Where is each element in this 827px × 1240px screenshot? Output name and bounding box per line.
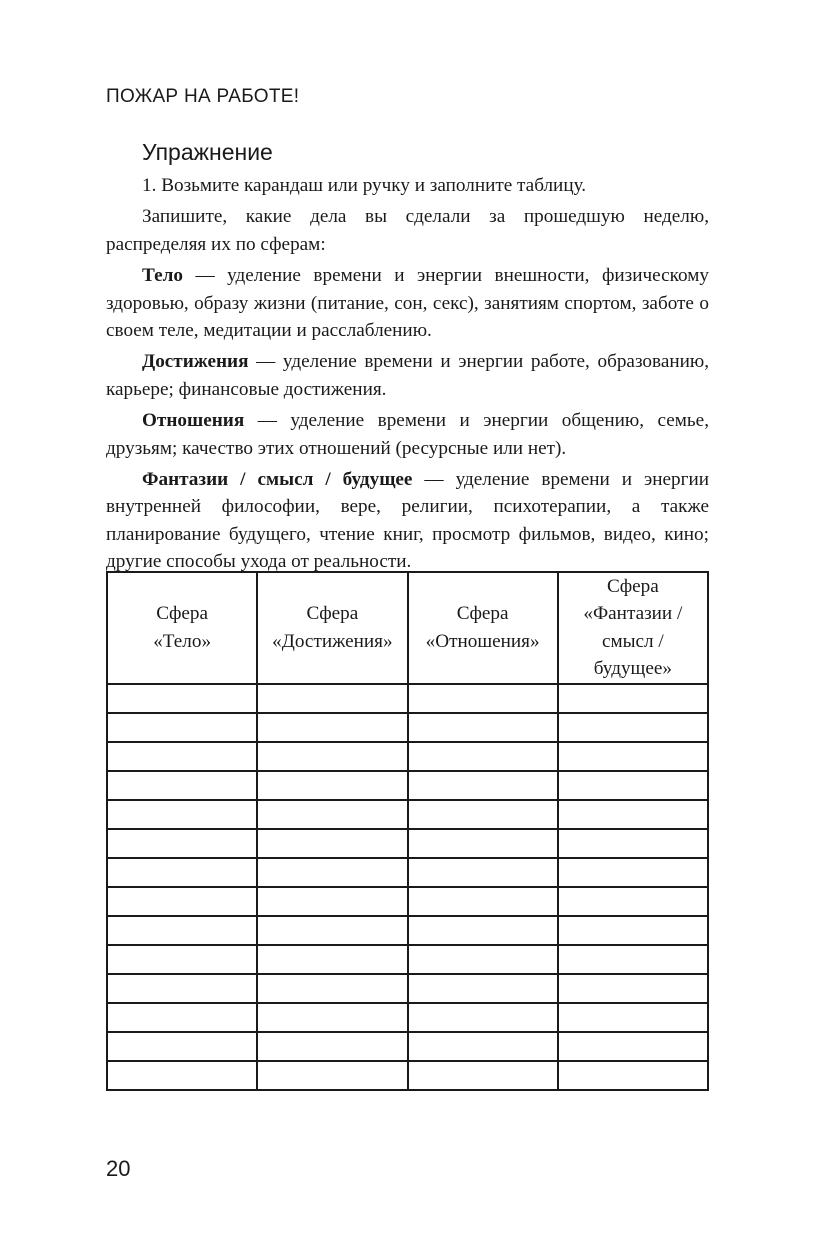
sphere-term: Достижения bbox=[142, 351, 249, 373]
table-cell[interactable] bbox=[107, 713, 257, 742]
table-row bbox=[107, 858, 708, 887]
table-cell[interactable] bbox=[107, 887, 257, 916]
table-cell[interactable] bbox=[107, 945, 257, 974]
table-cell[interactable] bbox=[107, 1032, 257, 1061]
table-cell[interactable] bbox=[107, 1003, 257, 1032]
table-row bbox=[107, 713, 708, 742]
table-cell[interactable] bbox=[558, 916, 708, 945]
sphere-achievements-definition bbox=[106, 348, 709, 403]
table-row bbox=[107, 742, 708, 771]
table-cell[interactable] bbox=[257, 684, 407, 713]
table-cell[interactable] bbox=[257, 1032, 407, 1061]
table-cell[interactable] bbox=[107, 829, 257, 858]
table-cell[interactable] bbox=[107, 800, 257, 829]
table-row bbox=[107, 945, 708, 974]
table-cell[interactable] bbox=[408, 713, 558, 742]
table-cell[interactable] bbox=[558, 858, 708, 887]
sphere-term: Тело bbox=[142, 265, 183, 287]
table-cell[interactable] bbox=[408, 771, 558, 800]
column-header-body: Сфера «Тело» bbox=[107, 572, 257, 684]
table-cell[interactable] bbox=[408, 858, 558, 887]
table-cell[interactable] bbox=[558, 945, 708, 974]
table-cell[interactable] bbox=[107, 916, 257, 945]
table-cell[interactable] bbox=[558, 742, 708, 771]
sphere-body-definition bbox=[106, 262, 709, 344]
column-header-fantasies: Сфера «Фантазии / смысл / будущее» bbox=[558, 572, 708, 684]
table-cell[interactable] bbox=[257, 887, 407, 916]
sphere-relationships-definition bbox=[106, 407, 709, 462]
column-header-achievements: Сфера «Достижения» bbox=[257, 572, 407, 684]
table-cell[interactable] bbox=[558, 1003, 708, 1032]
column-header-relationships: Сфера «Отношения» bbox=[408, 572, 558, 684]
table-cell[interactable] bbox=[558, 1032, 708, 1061]
table-header-row bbox=[107, 572, 708, 684]
table-cell[interactable] bbox=[257, 742, 407, 771]
exercise-step-1: 1. Возьмите карандаш или ручку и заполните таблицу. bbox=[142, 175, 587, 196]
table-cell[interactable] bbox=[408, 1003, 558, 1032]
table-row bbox=[107, 684, 708, 713]
table-row bbox=[107, 887, 708, 916]
table-cell[interactable] bbox=[257, 771, 407, 800]
table-cell[interactable] bbox=[257, 858, 407, 887]
table-cell[interactable] bbox=[257, 713, 407, 742]
table-cell[interactable] bbox=[558, 887, 708, 916]
table-row bbox=[107, 829, 708, 858]
table-row bbox=[107, 771, 708, 800]
table-row bbox=[107, 974, 708, 1003]
activity-table bbox=[106, 571, 709, 1091]
table-cell[interactable] bbox=[257, 800, 407, 829]
exercise-intro: Запишите, какие дела вы сделали за прошедшую неделю, распределяя их по сферам: bbox=[106, 206, 709, 255]
sphere-term: Фантазии / смысл / будущее bbox=[142, 469, 413, 491]
sphere-text: — уделение времени и энергии общению, семье, друзьям; качество этих отношений (ресурсные или нет). bbox=[106, 410, 709, 459]
table-cell[interactable] bbox=[257, 916, 407, 945]
sphere-fantasies-definition bbox=[106, 466, 709, 576]
table-cell[interactable] bbox=[558, 1061, 708, 1090]
table-cell[interactable] bbox=[408, 829, 558, 858]
table-row bbox=[107, 1032, 708, 1061]
sphere-term: Отношения bbox=[142, 410, 245, 432]
exercise-body bbox=[106, 172, 709, 580]
table-cell[interactable] bbox=[408, 916, 558, 945]
table-cell[interactable] bbox=[408, 684, 558, 713]
table-cell[interactable] bbox=[257, 974, 407, 1003]
sphere-text: — уделение времени и энергии внутренней философии, вере, религии, психотерапии, а также планирование будущего, чтение книг, просмотр фильмов, видео, кино; другие способы ухода от реальности. bbox=[106, 469, 709, 573]
table-cell[interactable] bbox=[558, 829, 708, 858]
table-cell[interactable] bbox=[558, 974, 708, 1003]
table-cell[interactable] bbox=[257, 1003, 407, 1032]
table-cell[interactable] bbox=[408, 800, 558, 829]
table-cell[interactable] bbox=[408, 1032, 558, 1061]
table-cell[interactable] bbox=[408, 887, 558, 916]
table-row bbox=[107, 916, 708, 945]
sphere-text: — уделение времени и энергии внешности, физическому здоровью, образу жизни (питание, сон, секс), занятиям спортом, заботе о своем теле, медитации и расслаблению. bbox=[106, 265, 709, 342]
table-cell[interactable] bbox=[107, 771, 257, 800]
table-cell[interactable] bbox=[107, 858, 257, 887]
sphere-text: — уделение времени и энергии работе, образованию, карьере; финансовые достижения. bbox=[106, 351, 709, 400]
table-cell[interactable] bbox=[257, 829, 407, 858]
table-cell[interactable] bbox=[408, 742, 558, 771]
table-cell[interactable] bbox=[408, 1061, 558, 1090]
table-cell[interactable] bbox=[558, 713, 708, 742]
exercise-title: Упражнение bbox=[142, 139, 273, 165]
table-cell[interactable] bbox=[257, 945, 407, 974]
running-header: ПОЖАР НА РАБОТЕ! bbox=[106, 86, 300, 107]
table-cell[interactable] bbox=[558, 771, 708, 800]
table-cell[interactable] bbox=[107, 974, 257, 1003]
page-number: 20 bbox=[106, 1156, 131, 1181]
table-row bbox=[107, 800, 708, 829]
table-row bbox=[107, 1003, 708, 1032]
table-cell[interactable] bbox=[558, 800, 708, 829]
table-cell[interactable] bbox=[558, 684, 708, 713]
table-cell[interactable] bbox=[408, 974, 558, 1003]
table-cell[interactable] bbox=[107, 1061, 257, 1090]
table-cell[interactable] bbox=[107, 684, 257, 713]
table-cell[interactable] bbox=[107, 742, 257, 771]
table-cell[interactable] bbox=[257, 1061, 407, 1090]
table-cell[interactable] bbox=[408, 945, 558, 974]
table-row bbox=[107, 1061, 708, 1090]
table-body bbox=[107, 684, 708, 1090]
